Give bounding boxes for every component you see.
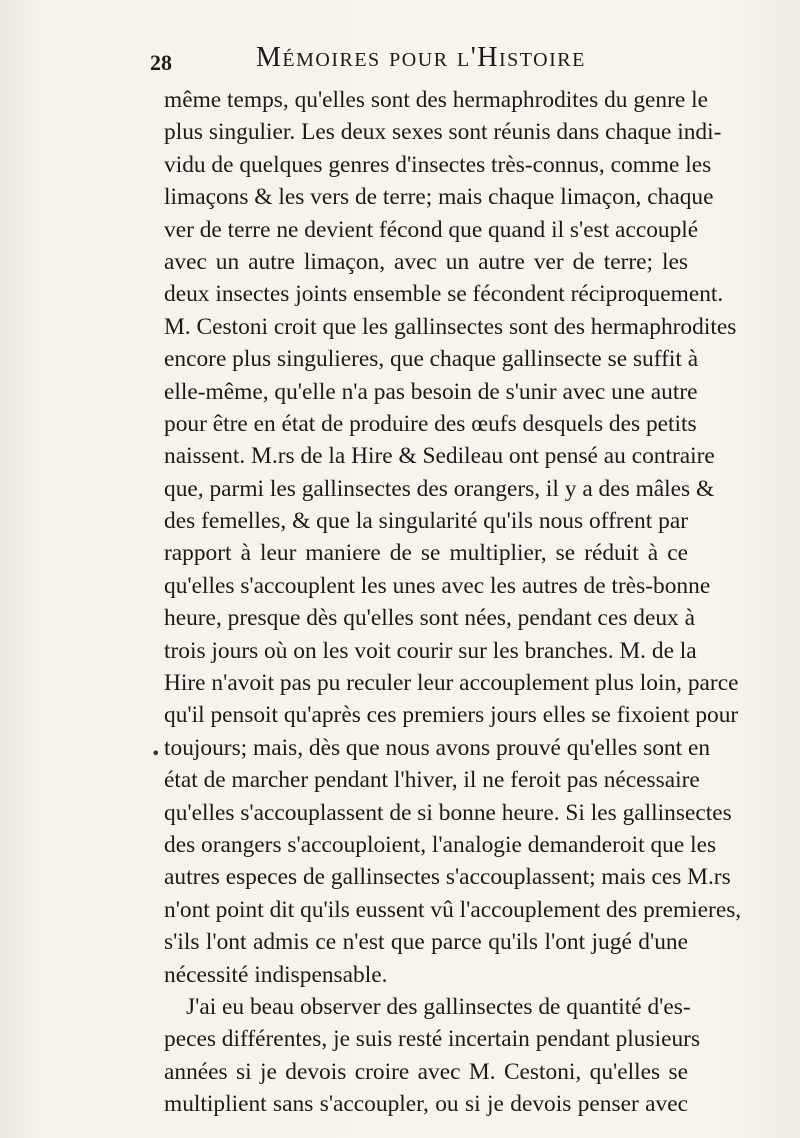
text-line: s'ils l'ont admis ce n'est que parce qu'ils l'ont jugé d'une xyxy=(164,929,688,956)
text-line: même temps, qu'elles sont des hermaphrodites du genre le xyxy=(164,87,709,113)
text-line: multiplient sans s'accoupler, ou si je devois penser avec xyxy=(164,1091,688,1118)
text-line: autres especes de gallinsectes s'accouplassent; mais ces M.rs xyxy=(164,864,731,891)
text-line: J'ai eu beau observer des gallinsectes de quantité d'es- xyxy=(186,993,691,1020)
text-line: toujours; mais, dès que nous avons prouvé qu'elles sont en xyxy=(164,734,711,761)
text-line: deux insectes joints ensemble se fécondent réciproquement. xyxy=(164,281,724,308)
text-line: qu'elles s'accouplassent de si bonne heure. Si les gallinsectes xyxy=(164,799,732,826)
body-text xyxy=(164,84,742,1121)
text-line: des femelles, & que la singularité qu'ils nous offrent par xyxy=(164,508,688,535)
text-line: peces différentes, je suis resté incertain pendant plusieurs xyxy=(164,1026,701,1053)
text-line: nécessité indispensable. xyxy=(164,961,388,988)
text-line: plus singulier. Les deux sexes sont réunis dans chaque indi- xyxy=(164,119,722,146)
margin-mark: • xyxy=(151,744,161,763)
text-line: que, parmi les gallinsectes des orangers, il y a des mâles & xyxy=(164,475,715,502)
text-line: vidu de quelques genres d'insectes très-connus, comme les xyxy=(164,151,712,178)
text-line: qu'il pensoit qu'après ces premiers jours elles se fixoient pour xyxy=(164,702,739,729)
text-line: limaçons & les vers de terre; mais chaque limaçon, chaque xyxy=(164,184,714,211)
text-line: pour être en état de produire des œufs desquels des petits xyxy=(164,410,697,437)
running-title: Mémoires pour l'Histoire xyxy=(256,42,586,73)
page-number: 28 xyxy=(150,50,172,75)
text-line: elle-même, qu'elle n'a pas besoin de s'unir avec une autre xyxy=(164,378,698,405)
text-line: M. Cestoni croit que les gallinsectes sont des hermaphrodites xyxy=(164,313,737,340)
text-line: avec un autre limaçon, avec un autre ver de terre; les xyxy=(164,248,688,275)
text-line: naissent. M.rs de la Hire & Sedileau ont pensé au contraire xyxy=(164,443,715,470)
text-line: n'ont point dit qu'ils eussent vû l'accouplement des premieres, xyxy=(164,896,742,923)
page-header xyxy=(150,42,690,82)
text-line: heure, presque dès qu'elles sont nées, pendant ces deux à xyxy=(164,605,695,632)
text-line: état de marcher pendant l'hiver, il ne feroit pas nécessaire xyxy=(164,767,700,794)
text-line: trois jours où on les voit courir sur les branches. M. de la xyxy=(164,637,697,664)
text-line: ver de terre ne devient fécond que quand il s'est accouplé xyxy=(164,216,699,243)
text-line: des orangers s'accouploient, l'analogie demanderoit que les xyxy=(164,831,717,858)
text-line: qu'elles s'accouplent les unes avec les autres de très-bonne xyxy=(164,572,711,599)
text-line: années si je devois croire avec M. Cestoni, qu'elles se xyxy=(164,1058,688,1085)
text-line: rapport à leur maniere de se multiplier, se réduit à ce xyxy=(164,540,688,567)
text-line: Hire n'avoit pas pu reculer leur accouplement plus loin, parce xyxy=(164,670,739,697)
text-line: encore plus singulieres, que chaque gallinsecte se suffit à xyxy=(164,346,699,373)
